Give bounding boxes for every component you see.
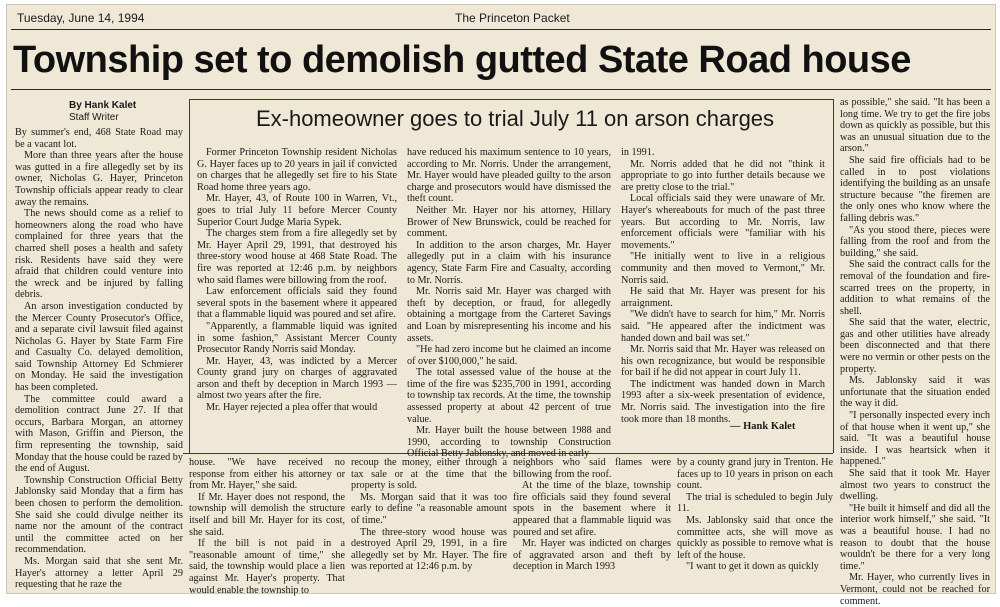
paragraph: If the bill is not paid in a "reasonable amount of time," she said, the township would place a lien against Mr. Hayer's property. That would enable the township to: [189, 538, 345, 596]
paragraph: The trial is scheduled to begin July 11.: [677, 491, 833, 515]
paragraph: The charges stem from a fire allegedly set by Mr. Hayer April 29, 1991, that destroyed his three-story wood house at 468 State Road. The fire was reported at 12:46 p.m. by neighbors who said flames were billowing from the roof.: [197, 228, 397, 286]
paragraph: At the time of the blaze, township fire officials said they found several spots in the basement where it appeared that a flammable liquid was poured and set afire.: [513, 480, 671, 538]
paragraph: recoup the money, either through a tax sale or at the time that the property is sold.: [351, 457, 507, 492]
paragraph: "We didn't have to search for him," Mr. Norris said. "He appeared after the indictment was handed down and bail was set.": [621, 309, 825, 344]
paragraph: Mr. Hayer, 43, of Route 100 in Warren, Vt., goes to trial July 11 before Mercer County Superior Court Judge Maria Sypek.: [197, 193, 397, 228]
paragraph: She said that the water, electric, gas and other utilities have already been disconnected and that there were no vermin or other pests on the property.: [840, 317, 990, 375]
paragraph: "He built it himself and did all the interior work himself," she said. "It was a beautiful house. I had no reason to doubt that the house wouldn't be there for a very long time.": [840, 502, 990, 572]
paragraph: Mr. Hayer built the house between 1988 and 1990, according to township Construction Official Betty Jablonsky, and moved in early: [407, 425, 611, 460]
paragraph: The news should come as a relief to homeowners along the road who have complained for three years that the charred shell poses a health and safety risk. Residents have said they were afraid that children could venture into the wreck and be injured by falling debris.: [15, 208, 183, 301]
header-rule: [11, 29, 991, 30]
paragraph: The committee could award a demolition contract June 27. If that occurs, Barbara Morgan, an attorney with Mason, Griffin and Pierson, the firm representing the township, said Monday that the house could be razed by the end of August.: [15, 393, 183, 475]
sidebar-column-3: [621, 147, 825, 425]
headline-rule: [11, 89, 991, 90]
paragraph: If Mr. Hayer does not respond, the township will demolish the structure itself and bill Mr. Hayer for its cost, she said.: [189, 491, 345, 538]
paragraph: Ms. Morgan said that it was too early to define "a reasonable amount of time.": [351, 491, 507, 526]
paragraph: Ms. Jablonsky said it was unfortunate that the situation ended the way it did.: [840, 375, 990, 410]
paragraph: in 1991.: [621, 147, 655, 158]
paragraph: "I personally inspected every inch of that house when it went up," she said. "It was a beautiful house inside. I was heartsick when it happened.": [840, 410, 990, 468]
sidebar-column-2: [407, 147, 611, 460]
paragraph: Local officials said they were unaware of Mr. Hayer's whereabouts for much of the past three years. But according to Mr. Norris, law enforcement officials were "familiar with his movements.": [621, 193, 825, 251]
paragraph: More than three years after the house was gutted in a fire allegedly set by its owner, Nicholas G. Hayer, Princeton Township officials appear ready to clear away the remains.: [15, 150, 183, 208]
paragraph: She said the contract calls for the removal of the foundation and fire-scarred trees on the property, in addition to what remains of the shell.: [840, 259, 990, 317]
paragraph: He said that Mr. Hayer was present for his arraignment.: [621, 286, 825, 309]
story-column-1: [15, 127, 183, 591]
headline: Township set to demolish gutted State Road house: [13, 39, 911, 81]
story-column-6: [840, 97, 990, 607]
sidebar-column-1: [197, 147, 397, 441]
story-column-3: [351, 457, 507, 589]
paragraph: by a county grand jury in Trenton. He faces up to 10 years in prison on each count.: [677, 457, 833, 492]
paragraph: as possible," she said. "It has been a long time. We try to get the fire jobs down as quickly as possible, but this was an unusual situation due to the arson.": [840, 97, 990, 155]
paragraph: Mr. Hayer, who currently lives in Vermont, could not be reached for comment.: [840, 572, 990, 607]
paragraph: An arson investigation conducted by the Mercer County Prosecutor's Office, and a separate civil lawsuit filed against Nicholas G. Hayer by State Farm Fire and Casualty Co. delayed demolition, said Township Attorney Ed Schmierer on Monday. He said the investigation has been completed.: [15, 300, 183, 394]
story-column-5: [677, 457, 833, 589]
paragraph: In addition to the arson charges, Mr. Hayer allegedly put in a claim with his insurance agency, State Farm Fire and Casualty, according to Mr. Norris.: [407, 239, 611, 286]
issue-date: Tuesday, June 14, 1994: [17, 11, 145, 25]
paragraph: Former Princeton Township resident Nicholas G. Hayer faces up to 20 years in jail if convicted on charges that he allegedly set fire to his State Road home three years ago.: [197, 147, 397, 193]
sidebar-right-border: [833, 99, 834, 453]
running-header: [7, 11, 995, 27]
paragraph: neighbors who said flames were billowing from the roof.: [513, 457, 671, 480]
story-column-2: [189, 457, 345, 596]
paragraph: Mr. Norris added that he did not "think it appropriate to go into further details because we are pretty close to the trial.": [621, 158, 825, 193]
paragraph: Mr. Hayer, 43, was indicted by a Mercer County grand jury on charges of aggravated arson and theft by deception in March 1993 — almost two years after the fire.: [197, 355, 397, 402]
paragraph: The indictment was handed down in March 1993 after a six-week presentation of evidence, Mr. Norris said. The investigation into the fire took more than 18 months.: [621, 378, 825, 425]
paragraph: "Apparently, a flammable liquid was ignited in some fashion," Assistant Mercer County Prosecutor Randy Norris said Monday.: [197, 320, 397, 356]
byline-role: Staff Writer: [69, 112, 119, 123]
paragraph: The total assessed value of the house at the time of the fire was $235,700 in 1991, according to township tax records. At the time, the township assessed property at about 42 percent of true value.: [407, 367, 611, 425]
paragraph: have reduced his maximum sentence to 10 years, according to Mr. Norris. Under the arrangement, Mr. Hayer would have pleaded guilty to the arson charge and prosecutors would have dismissed the theft count.: [407, 147, 611, 205]
sidebar-top-border: [189, 99, 833, 100]
byline: [69, 100, 136, 124]
paragraph: house. "We have received no response from either his attorney or from Mr. Hayer," she said.: [189, 457, 345, 492]
paragraph: "I want to get it down as quickly: [686, 561, 819, 573]
paragraph: "As you stood there, pieces were falling from the roof and from the building," she said.: [840, 224, 990, 259]
paragraph: By summer's end, 468 State Road may be a vacant lot.: [15, 127, 183, 150]
paragraph: "He initially went to live in a religious community and then moved to Vermont," Mr. Norris said.: [621, 251, 825, 286]
sidebar-left-border: [189, 99, 190, 453]
paragraph: Township Construction Official Betty Jablonsky said Monday that a firm has been chosen to perform the demolition. She said she could divulge neither its name nor the amount of the contract until the committee acted on her recommendation.: [15, 474, 183, 556]
newspaper-clipping: [6, 4, 996, 607]
paragraph: The three-story wood house was destroyed April 29, 1991, in a fire allegedly set by Mr. Hayer. The fire was reported at 12:46 p.m. by: [351, 526, 507, 573]
newspaper-name: The Princeton Packet: [455, 11, 570, 25]
story-column-4: [513, 457, 671, 589]
paragraph: Mr. Hayer rejected a plea offer that would: [206, 402, 378, 414]
paragraph: She said fire officials had to be called in to post violations identifying the building as an unsafe structure because "the firemen are the only ones who know where the falling debris was.": [840, 154, 990, 224]
byline-author: By Hank Kalet: [69, 100, 137, 111]
paragraph: Mr. Norris said that Mr. Hayer was released on his own recognizance, but would be responsible for bail if he did not appear in court July 11.: [621, 344, 825, 379]
sidebar-headline: Ex-homeowner goes to trial July 11 on arson charges: [255, 106, 775, 131]
paragraph: Ms. Jablonsky said that once the committee acts, she will move as quickly as possible to remove what is left of the house.: [677, 514, 833, 561]
paragraph: Mr. Hayer was indicted on charges of aggravated arson and theft by deception in March 1993: [513, 538, 671, 573]
sidebar-signoff: — Hank Kalet: [730, 421, 796, 432]
paragraph: Mr. Norris said Mr. Hayer was charged with theft by deception, or fraud, for allegedly obtaining a mortgage from the Carteret Savings and Loan by misrepresenting his income and his assets.: [407, 286, 611, 344]
paragraph: Law enforcement officials said they found several spots in the basement where it appeared that a flammable liquid was poured and set afire.: [197, 286, 397, 321]
paragraph: Ms. Morgan said that she sent Mr. Hayer's attorney a letter April 29 requesting that he raze the: [15, 555, 183, 591]
paragraph: Neither Mr. Hayer nor his attorney, Hillary Brower of New Brunswick, could be reached for comment.: [407, 204, 611, 240]
paragraph: "He had zero income but he claimed an income of over $100,000," he said.: [407, 344, 611, 367]
paragraph: She said that it took Mr. Hayer almost two years to construct the dwelling.: [840, 468, 990, 503]
